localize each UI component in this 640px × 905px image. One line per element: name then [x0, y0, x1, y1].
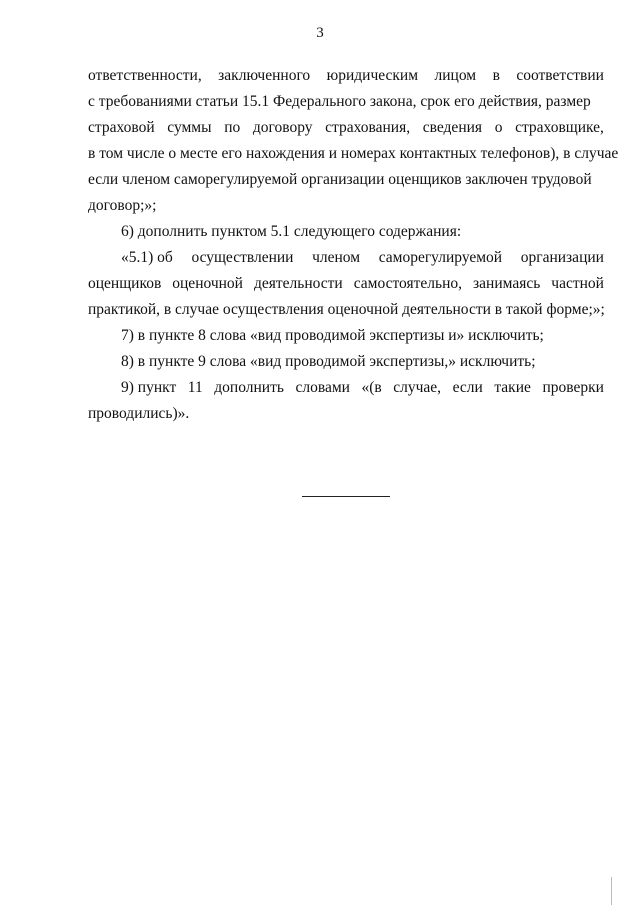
word: занимаясь — [473, 275, 541, 292]
word: страховой — [88, 119, 155, 136]
word: заключенного — [218, 67, 311, 84]
word: самостоятельно, — [353, 275, 463, 292]
word: дополнить — [214, 379, 284, 396]
text-line-6: договор;»; — [88, 197, 157, 214]
word: сведения — [422, 119, 483, 136]
word: страхования, — [325, 119, 411, 136]
text-line-5: если членом саморегулируемой организации оценщиков заключен трудовой — [88, 171, 592, 188]
word: ответственности, — [88, 67, 202, 84]
text-line-2: с требованиями статьи 15.1 Федерального закона, срок его действия, размер — [88, 93, 591, 110]
word: договору — [252, 119, 313, 136]
word: такие — [494, 379, 531, 396]
item-9-line-1 — [121, 378, 604, 398]
word: 9) пункт — [121, 379, 177, 396]
item-7: 7) в пункте 8 слова «вид проводимой экспертизы и» исключить; — [121, 327, 544, 344]
word: страховщике, — [515, 119, 604, 136]
word: членом — [312, 249, 361, 266]
item-8: 8) в пункте 9 слова «вид проводимой экспертизы,» исключить; — [121, 353, 536, 370]
word: соответствии — [516, 67, 604, 84]
word: 11 — [187, 379, 203, 396]
item-6: 6) дополнить пунктом 5.1 следующего содержания: — [121, 223, 462, 240]
page-number: 3 — [316, 25, 324, 41]
word: в — [492, 67, 500, 84]
word: оценочной — [172, 275, 243, 292]
quote-line-2 — [88, 274, 604, 294]
word: деятельности — [253, 275, 343, 292]
word: юридическим — [326, 67, 419, 84]
word: о — [494, 119, 503, 136]
word: суммы — [167, 119, 212, 136]
word: по — [224, 119, 241, 136]
word: осуществлении — [191, 249, 294, 266]
word: если — [452, 379, 483, 396]
word: саморегулируемой — [378, 249, 503, 266]
word: «(в — [361, 379, 382, 396]
end-divider — [302, 496, 390, 497]
word: частной — [551, 275, 604, 292]
word: лицом — [434, 67, 477, 84]
word: случае, — [393, 379, 442, 396]
item-9-line-2: проводились)». — [88, 405, 190, 422]
word: организации — [520, 249, 604, 266]
quote-line-1 — [121, 248, 604, 268]
text-line-1 — [88, 66, 604, 86]
word: проверки — [542, 379, 604, 396]
scan-edge-mark — [611, 877, 612, 905]
word: оценщиков — [88, 275, 162, 292]
quote-line-3: практикой, в случае осуществления оценочной деятельности в такой форме;»; — [88, 301, 605, 318]
text-line-4: в том числе о месте его нахождения и номерах контактных телефонов), в случае — [88, 145, 619, 162]
text-line-3 — [88, 118, 604, 138]
word: «5.1) об — [121, 249, 173, 266]
word: словами — [295, 379, 350, 396]
